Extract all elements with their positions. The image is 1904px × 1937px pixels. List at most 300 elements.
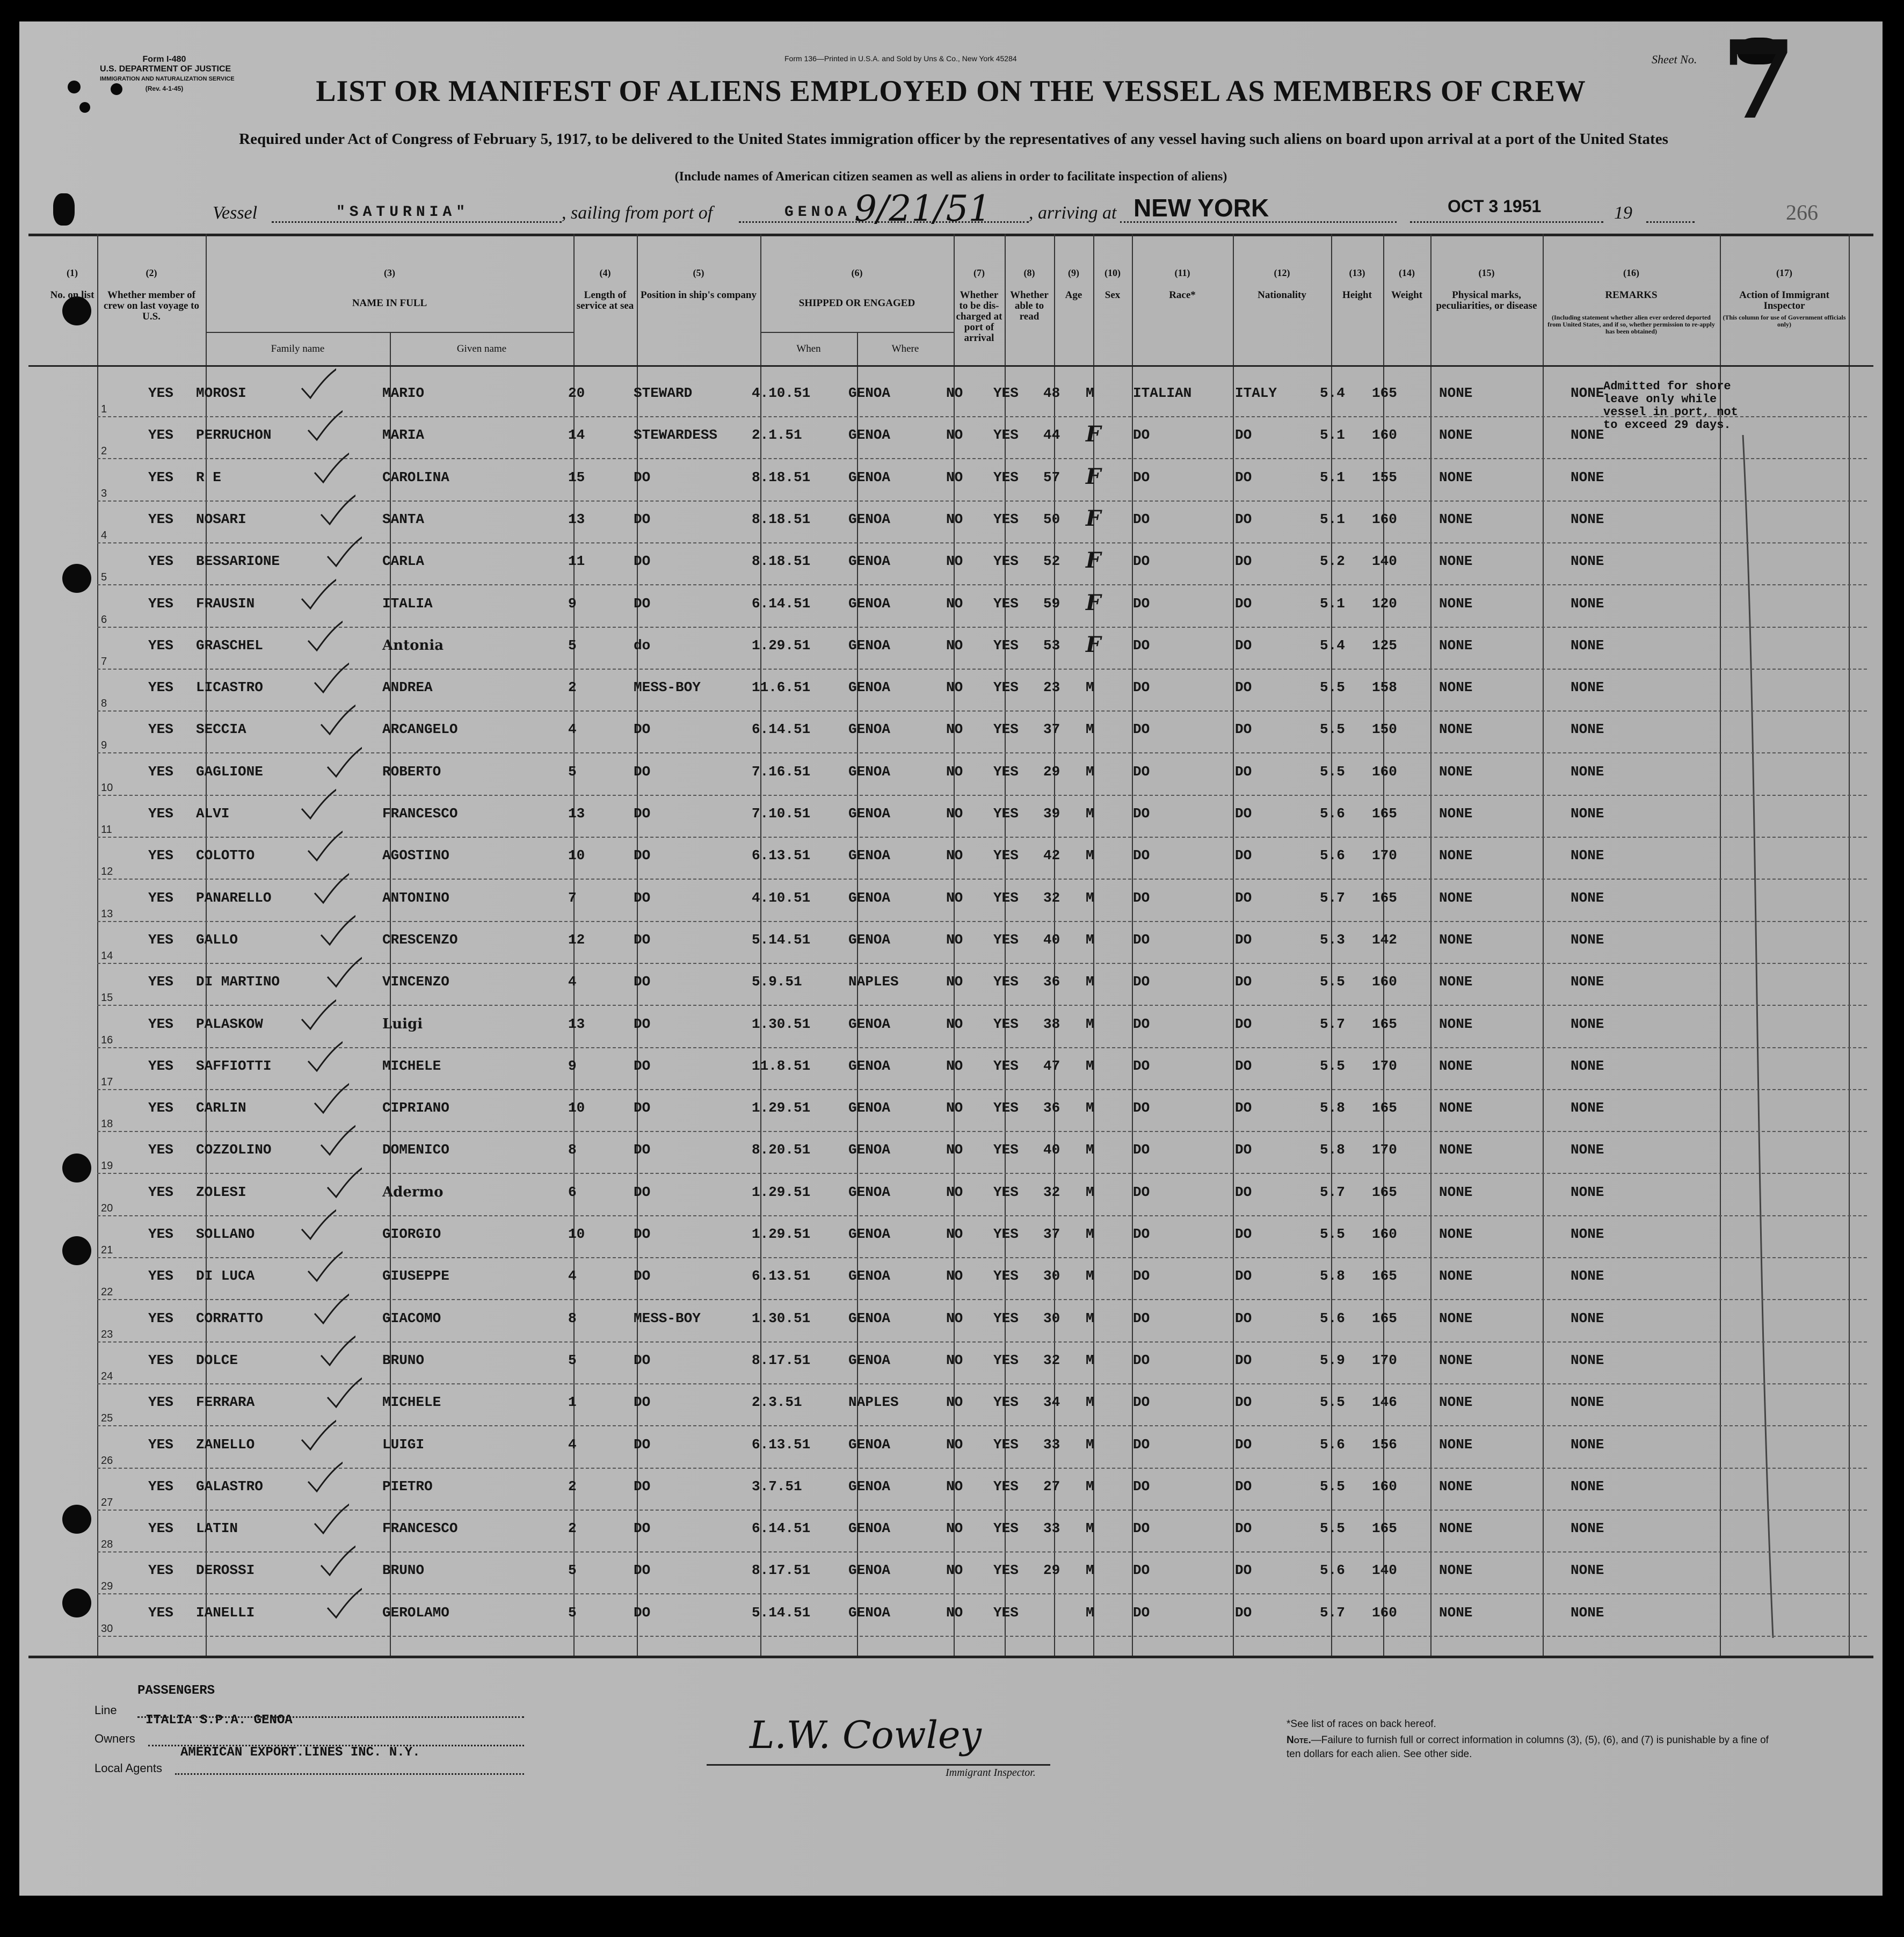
cell-height: 5.7 bbox=[1320, 889, 1345, 906]
row-number: 13 bbox=[101, 908, 113, 920]
cell-when: 5.14.51 bbox=[752, 1604, 811, 1621]
cell-where: GENOA bbox=[848, 679, 891, 696]
cell-race: DO bbox=[1133, 1142, 1150, 1158]
cell-position: DO bbox=[634, 763, 651, 780]
cell-given: ROBERTO bbox=[382, 763, 441, 780]
cell-where: GENOA bbox=[848, 721, 891, 738]
cell-age: 47 bbox=[1043, 1057, 1060, 1074]
check-mark-icon bbox=[299, 1414, 336, 1452]
cell-height: 5.3 bbox=[1320, 931, 1345, 948]
cell-marks: NONE bbox=[1439, 1478, 1473, 1495]
row-rule bbox=[97, 1005, 1867, 1006]
cell-last: YES bbox=[148, 1436, 173, 1453]
cell-nat: DO bbox=[1235, 595, 1252, 612]
line-label: Line bbox=[95, 1703, 117, 1717]
cell-service: 4 bbox=[568, 721, 577, 738]
check-mark-icon bbox=[324, 531, 362, 568]
cell-discharge: NO bbox=[946, 806, 963, 822]
cell-remarks: NONE bbox=[1571, 385, 1604, 401]
cell-height: 5.1 bbox=[1320, 427, 1345, 444]
cell-height: 5.5 bbox=[1320, 1057, 1345, 1074]
cell-last: YES bbox=[148, 1184, 173, 1200]
cell-when: 5.9.51 bbox=[752, 974, 802, 990]
cell-discharge: NO bbox=[946, 469, 963, 485]
cell-discharge: NO bbox=[946, 1226, 963, 1242]
cell-given: FRANCESCO bbox=[382, 806, 458, 822]
cell-weight: 165 bbox=[1372, 806, 1397, 822]
cell-sex: M bbox=[1086, 1226, 1094, 1242]
cell-read: YES bbox=[993, 385, 1019, 401]
cell-service: 11 bbox=[568, 553, 585, 570]
cell-given: BRUNO bbox=[382, 1352, 425, 1368]
column-number: (11) bbox=[1174, 267, 1190, 278]
cell-race: DO bbox=[1133, 1268, 1150, 1285]
cell-race: DO bbox=[1133, 1436, 1150, 1453]
cell-given: Luigi bbox=[382, 1015, 423, 1032]
cell-read: YES bbox=[993, 1226, 1019, 1242]
column-number: (5) bbox=[693, 267, 704, 278]
cell-nat: DO bbox=[1235, 1015, 1252, 1032]
cell-position: DO bbox=[634, 1562, 651, 1579]
cell-nat: DO bbox=[1235, 1142, 1252, 1158]
cell-service: 5 bbox=[568, 1562, 577, 1579]
cell-when: 1.30.51 bbox=[752, 1310, 811, 1326]
cell-height: 5.5 bbox=[1320, 763, 1345, 780]
cell-sex: M bbox=[1086, 385, 1094, 401]
row-rule bbox=[97, 1468, 1867, 1469]
row-number: 11 bbox=[101, 824, 112, 836]
cell-nat: DO bbox=[1235, 1394, 1252, 1411]
cell-age: 39 bbox=[1043, 806, 1060, 822]
cell-position: DO bbox=[634, 1142, 651, 1158]
check-mark-icon bbox=[299, 1203, 336, 1241]
cell-nat: DO bbox=[1235, 1268, 1252, 1285]
cell-marks: NONE bbox=[1439, 385, 1473, 401]
cell-remarks: NONE bbox=[1571, 679, 1604, 696]
cell-service: 13 bbox=[568, 1015, 585, 1032]
cell-last: YES bbox=[148, 427, 173, 444]
cell-service: 7 bbox=[568, 889, 577, 906]
cell-remarks: NONE bbox=[1571, 595, 1604, 612]
cell-read: YES bbox=[993, 1394, 1019, 1411]
cell-family: MOROSI bbox=[196, 385, 246, 401]
cell-given: VINCENZO bbox=[382, 974, 449, 990]
column-divider bbox=[1233, 234, 1234, 1656]
cell-marks: NONE bbox=[1439, 679, 1473, 696]
row-rule bbox=[97, 752, 1867, 753]
cell-given: ANTONINO bbox=[382, 889, 449, 906]
check-mark-icon bbox=[299, 993, 336, 1031]
row-number: 18 bbox=[101, 1118, 113, 1130]
cell-last: YES bbox=[148, 1520, 173, 1537]
cell-discharge: NO bbox=[946, 1142, 963, 1158]
cell-remarks: NONE bbox=[1571, 931, 1604, 948]
cell-discharge: NO bbox=[946, 889, 963, 906]
check-mark-icon bbox=[311, 657, 349, 694]
check-mark-icon bbox=[318, 699, 355, 736]
cell-marks: NONE bbox=[1439, 637, 1473, 654]
cell-remarks: NONE bbox=[1571, 427, 1604, 444]
sailing-date: 9/21/51 bbox=[854, 188, 991, 229]
page-subtitle: Required under Act of Congress of February 5, 1917, to be delivered to the United States immigration officer by the representatives of any vessel having such aliens on board upon arrival at a port of the United States bbox=[239, 130, 1668, 148]
cell-position: DO bbox=[634, 721, 651, 738]
cell-race: DO bbox=[1133, 1100, 1150, 1116]
cell-read: YES bbox=[993, 931, 1019, 948]
cell-read: YES bbox=[993, 1057, 1019, 1074]
cell-position: DO bbox=[634, 1436, 651, 1453]
row-rule bbox=[97, 1173, 1867, 1174]
cell-position: DO bbox=[634, 1604, 651, 1621]
cell-marks: NONE bbox=[1439, 1604, 1473, 1621]
column-number: (13) bbox=[1349, 267, 1365, 278]
column-divider bbox=[1849, 234, 1850, 1656]
cell-race: DO bbox=[1133, 931, 1150, 948]
cell-discharge: NO bbox=[946, 1394, 963, 1411]
column-header: Whether able to read bbox=[1010, 289, 1049, 322]
column-header: Whether member of crew on last voyage to U.S. bbox=[103, 289, 199, 322]
cell-age: 37 bbox=[1043, 1226, 1060, 1242]
cell-last: YES bbox=[148, 1226, 173, 1242]
column-header: NAME IN FULL bbox=[352, 298, 427, 309]
column-divider bbox=[97, 234, 98, 1656]
cell-nat: DO bbox=[1235, 806, 1252, 822]
cell-discharge: NO bbox=[946, 974, 963, 990]
cell-where: GENOA bbox=[848, 1520, 891, 1537]
cell-sex: F bbox=[1086, 548, 1101, 574]
check-mark-icon bbox=[324, 951, 362, 989]
cell-weight: 160 bbox=[1372, 1226, 1397, 1242]
cell-where: GENOA bbox=[848, 1015, 891, 1032]
cell-family: FERRARA bbox=[196, 1394, 255, 1411]
row-number: 4 bbox=[101, 529, 107, 541]
cell-service: 9 bbox=[568, 595, 577, 612]
cell-service: 5 bbox=[568, 637, 577, 654]
check-mark-icon bbox=[318, 489, 355, 526]
cell-family: ZANELLO bbox=[196, 1436, 255, 1453]
cell-race: DO bbox=[1133, 553, 1150, 570]
inspector-signature: L.W. Cowley bbox=[750, 1713, 982, 1757]
races-note: *See list of races on back hereof. bbox=[1287, 1718, 1436, 1730]
column-header-note: (This column for use of Government officials only) bbox=[1723, 314, 1846, 328]
cell-when: 1.29.51 bbox=[752, 1100, 811, 1116]
cell-position: DO bbox=[634, 1478, 651, 1495]
cell-height: 5.8 bbox=[1320, 1268, 1345, 1285]
check-mark-icon bbox=[318, 1330, 355, 1367]
cell-given: MARIA bbox=[382, 427, 425, 444]
cell-where: GENOA bbox=[848, 553, 891, 570]
cell-race: DO bbox=[1133, 637, 1150, 654]
cell-where: GENOA bbox=[848, 847, 891, 864]
cell-sex: M bbox=[1086, 721, 1094, 738]
cell-family: COZZOLINO bbox=[196, 1142, 272, 1158]
column-divider bbox=[1720, 234, 1721, 1656]
cell-remarks: NONE bbox=[1571, 469, 1604, 485]
department: U.S. DEPARTMENT OF JUSTICE bbox=[100, 64, 231, 74]
row-rule bbox=[97, 1341, 1867, 1343]
cell-discharge: NO bbox=[946, 1562, 963, 1579]
sheet-label: Sheet No. bbox=[1652, 53, 1697, 66]
cell-age: 44 bbox=[1043, 427, 1060, 444]
cell-sex: F bbox=[1086, 590, 1101, 615]
row-rule bbox=[97, 584, 1867, 585]
cell-marks: NONE bbox=[1439, 469, 1473, 485]
cell-race: DO bbox=[1133, 511, 1150, 527]
cell-race: DO bbox=[1133, 679, 1150, 696]
inspector-pencil-line bbox=[1738, 435, 1781, 1649]
cell-position: DO bbox=[634, 931, 651, 948]
column-number: (7) bbox=[973, 267, 985, 278]
cell-nat: DO bbox=[1235, 763, 1252, 780]
cell-service: 5 bbox=[568, 763, 577, 780]
row-number: 28 bbox=[101, 1539, 113, 1551]
cell-position: MESS-BOY bbox=[634, 679, 701, 696]
cell-when: 1.29.51 bbox=[752, 1226, 811, 1242]
cell-sex: M bbox=[1086, 1520, 1094, 1537]
row-number: 3 bbox=[101, 487, 107, 499]
cell-remarks: NONE bbox=[1571, 1394, 1604, 1411]
cell-height: 5.7 bbox=[1320, 1604, 1345, 1621]
column-header: Nationality bbox=[1258, 289, 1306, 301]
cell-age: 34 bbox=[1043, 1394, 1060, 1411]
cell-last: YES bbox=[148, 553, 173, 570]
cell-remarks: NONE bbox=[1571, 889, 1604, 906]
check-mark-icon bbox=[299, 573, 336, 611]
cell-position: DO bbox=[634, 1226, 651, 1242]
column-header: Race* bbox=[1169, 289, 1196, 301]
row-rule bbox=[97, 458, 1867, 459]
cell-family: GALASTRO bbox=[196, 1478, 263, 1495]
cell-last: YES bbox=[148, 763, 173, 780]
cell-marks: NONE bbox=[1439, 1184, 1473, 1200]
cell-nat: ITALY bbox=[1235, 385, 1277, 401]
cell-race: DO bbox=[1133, 763, 1150, 780]
cell-given: MICHELE bbox=[382, 1057, 441, 1074]
cell-height: 5.6 bbox=[1320, 806, 1345, 822]
cell-discharge: NO bbox=[946, 511, 963, 527]
cell-last: YES bbox=[148, 385, 173, 401]
cell-family: SAFFIOTTI bbox=[196, 1057, 272, 1074]
cell-service: 13 bbox=[568, 511, 585, 527]
cell-position: DO bbox=[634, 1352, 651, 1368]
cell-weight: 170 bbox=[1372, 1352, 1397, 1368]
cell-weight: 170 bbox=[1372, 847, 1397, 864]
cell-sex: M bbox=[1086, 1478, 1094, 1495]
cell-race: DO bbox=[1133, 1352, 1150, 1368]
cell-read: YES bbox=[993, 1352, 1019, 1368]
check-mark-icon bbox=[305, 615, 343, 652]
cell-where: GENOA bbox=[848, 1142, 891, 1158]
row-rule bbox=[97, 1593, 1867, 1594]
cell-discharge: NO bbox=[946, 721, 963, 738]
cell-weight: 165 bbox=[1372, 1100, 1397, 1116]
cell-given: Adermo bbox=[382, 1184, 444, 1200]
cell-family: IANELLI bbox=[196, 1604, 255, 1621]
cell-discharge: NO bbox=[946, 931, 963, 948]
cell-service: 13 bbox=[568, 806, 585, 822]
row-number: 8 bbox=[101, 698, 107, 710]
cell-when: 6.13.51 bbox=[752, 1436, 811, 1453]
column-number: (6) bbox=[851, 267, 863, 278]
cell-service: 14 bbox=[568, 427, 585, 444]
cell-age: 30 bbox=[1043, 1268, 1060, 1285]
cell-last: YES bbox=[148, 1478, 173, 1495]
cell-remarks: NONE bbox=[1571, 847, 1604, 864]
cell-service: 2 bbox=[568, 679, 577, 696]
cell-marks: NONE bbox=[1439, 931, 1473, 948]
cell-when: 3.7.51 bbox=[752, 1478, 802, 1495]
cell-given: Antonia bbox=[382, 637, 444, 654]
row-number: 17 bbox=[101, 1076, 113, 1088]
row-number: 1 bbox=[101, 403, 107, 415]
cell-height: 5.5 bbox=[1320, 1226, 1345, 1242]
cell-age: 59 bbox=[1043, 595, 1060, 612]
check-mark-icon bbox=[318, 909, 355, 947]
cell-position: DO bbox=[634, 1015, 651, 1032]
cell-last: YES bbox=[148, 1562, 173, 1579]
cell-service: 4 bbox=[568, 974, 577, 990]
cell-nat: DO bbox=[1235, 1478, 1252, 1495]
cell-nat: DO bbox=[1235, 427, 1252, 444]
cell-nat: DO bbox=[1235, 1100, 1252, 1116]
row-rule bbox=[97, 1510, 1867, 1511]
cell-position: DO bbox=[634, 974, 651, 990]
cell-service: 5 bbox=[568, 1352, 577, 1368]
cell-where: GENOA bbox=[848, 469, 891, 485]
cell-remarks: NONE bbox=[1571, 806, 1604, 822]
row-rule bbox=[97, 963, 1867, 964]
cell-family: ZOLESI bbox=[196, 1184, 246, 1200]
cell-weight: 140 bbox=[1372, 1562, 1397, 1579]
check-mark-icon bbox=[318, 1540, 355, 1577]
stamp-number: 266 bbox=[1786, 200, 1818, 224]
cell-position: DO bbox=[634, 1394, 651, 1411]
row-rule bbox=[97, 710, 1867, 712]
check-mark-icon bbox=[299, 362, 336, 400]
cell-sex: M bbox=[1086, 1562, 1094, 1579]
cell-discharge: NO bbox=[946, 1436, 963, 1453]
cell-read: YES bbox=[993, 721, 1019, 738]
cell-sex: M bbox=[1086, 889, 1094, 906]
check-mark-icon bbox=[305, 404, 343, 442]
cell-discharge: NO bbox=[946, 679, 963, 696]
cell-position: STEWARDESS bbox=[634, 427, 718, 444]
cell-last: YES bbox=[148, 637, 173, 654]
cell-weight: 160 bbox=[1372, 511, 1397, 527]
row-number: 21 bbox=[101, 1244, 113, 1256]
cell-read: YES bbox=[993, 1562, 1019, 1579]
cell-when: 4.10.51 bbox=[752, 889, 811, 906]
cell-service: 8 bbox=[568, 1310, 577, 1326]
cell-nat: DO bbox=[1235, 469, 1252, 485]
row-number: 23 bbox=[101, 1328, 113, 1340]
row-number: 16 bbox=[101, 1034, 113, 1046]
row-number: 19 bbox=[101, 1160, 113, 1172]
cell-when: 11.8.51 bbox=[752, 1057, 811, 1074]
cell-given: GEROLAMO bbox=[382, 1604, 449, 1621]
check-mark-icon bbox=[311, 447, 349, 484]
cell-read: YES bbox=[993, 1310, 1019, 1326]
cell-family: PANARELLO bbox=[196, 889, 272, 906]
cell-age: 27 bbox=[1043, 1478, 1060, 1495]
cell-when: 11.6.51 bbox=[752, 679, 811, 696]
cell-remarks: NONE bbox=[1571, 721, 1604, 738]
cell-weight: 165 bbox=[1372, 1268, 1397, 1285]
cell-discharge: NO bbox=[946, 1184, 963, 1200]
cell-read: YES bbox=[993, 1478, 1019, 1495]
cell-weight: 165 bbox=[1372, 1015, 1397, 1032]
column-number: (14) bbox=[1399, 267, 1415, 278]
column-number: (4) bbox=[599, 267, 611, 278]
cell-when: 6.14.51 bbox=[752, 721, 811, 738]
row-rule bbox=[97, 1383, 1867, 1384]
cell-service: 12 bbox=[568, 931, 585, 948]
row-rule bbox=[97, 837, 1867, 838]
cell-age: 37 bbox=[1043, 721, 1060, 738]
column-number: (12) bbox=[1274, 267, 1290, 278]
cell-sex: M bbox=[1086, 1057, 1094, 1074]
revision: (Rev. 4-1-45) bbox=[145, 85, 184, 92]
check-mark-icon bbox=[324, 1372, 362, 1409]
cell-race: DO bbox=[1133, 1520, 1150, 1537]
cell-last: YES bbox=[148, 1352, 173, 1368]
year-label: 19 bbox=[1614, 203, 1632, 223]
cell-marks: NONE bbox=[1439, 763, 1473, 780]
cell-race: DO bbox=[1133, 1604, 1150, 1621]
cell-age: 57 bbox=[1043, 469, 1060, 485]
cell-last: YES bbox=[148, 1394, 173, 1411]
cell-read: YES bbox=[993, 847, 1019, 864]
cell-marks: NONE bbox=[1439, 847, 1473, 864]
cell-last: YES bbox=[148, 721, 173, 738]
check-mark-icon bbox=[305, 1035, 343, 1073]
column-number: (10) bbox=[1104, 267, 1121, 278]
row-number: 14 bbox=[101, 949, 113, 962]
cell-sex: M bbox=[1086, 974, 1094, 990]
cell-remarks: NONE bbox=[1571, 1310, 1604, 1326]
cell-discharge: NO bbox=[946, 385, 963, 401]
cell-remarks: NONE bbox=[1571, 1268, 1604, 1285]
cell-height: 5.2 bbox=[1320, 553, 1345, 570]
cell-height: 5.7 bbox=[1320, 1184, 1345, 1200]
cell-last: YES bbox=[148, 847, 173, 864]
cell-read: YES bbox=[993, 1184, 1019, 1200]
cell-discharge: NO bbox=[946, 1100, 963, 1116]
cell-where: GENOA bbox=[848, 889, 891, 906]
note-text: —Failure to furnish full or correct information in columns (3), (5), (6), and (7) is punishable by a fine of ten dollars for each alien. See other side. bbox=[1287, 1735, 1769, 1760]
column-header: Whether to be dis-charged at port of arrival bbox=[956, 289, 1002, 344]
cell-read: YES bbox=[993, 469, 1019, 485]
cell-last: YES bbox=[148, 1310, 173, 1326]
row-number: 6 bbox=[101, 613, 107, 626]
cell-discharge: NO bbox=[946, 553, 963, 570]
cell-service: 8 bbox=[568, 1142, 577, 1158]
cell-race: DO bbox=[1133, 1310, 1150, 1326]
cell-family: NOSARI bbox=[196, 511, 246, 527]
column-subheader: Family name bbox=[271, 343, 325, 354]
column-number: (1) bbox=[67, 267, 78, 278]
cell-age: 38 bbox=[1043, 1015, 1060, 1032]
owners-label: Owners bbox=[95, 1732, 135, 1745]
cell-nat: DO bbox=[1235, 1352, 1252, 1368]
cell-weight: 165 bbox=[1372, 385, 1397, 401]
row-number: 26 bbox=[101, 1454, 113, 1467]
row-number: 22 bbox=[101, 1286, 113, 1298]
cell-weight: 156 bbox=[1372, 1436, 1397, 1453]
cell-weight: 160 bbox=[1372, 427, 1397, 444]
cell-marks: NONE bbox=[1439, 1057, 1473, 1074]
cell-remarks: NONE bbox=[1571, 1562, 1604, 1579]
cell-age: 33 bbox=[1043, 1520, 1060, 1537]
